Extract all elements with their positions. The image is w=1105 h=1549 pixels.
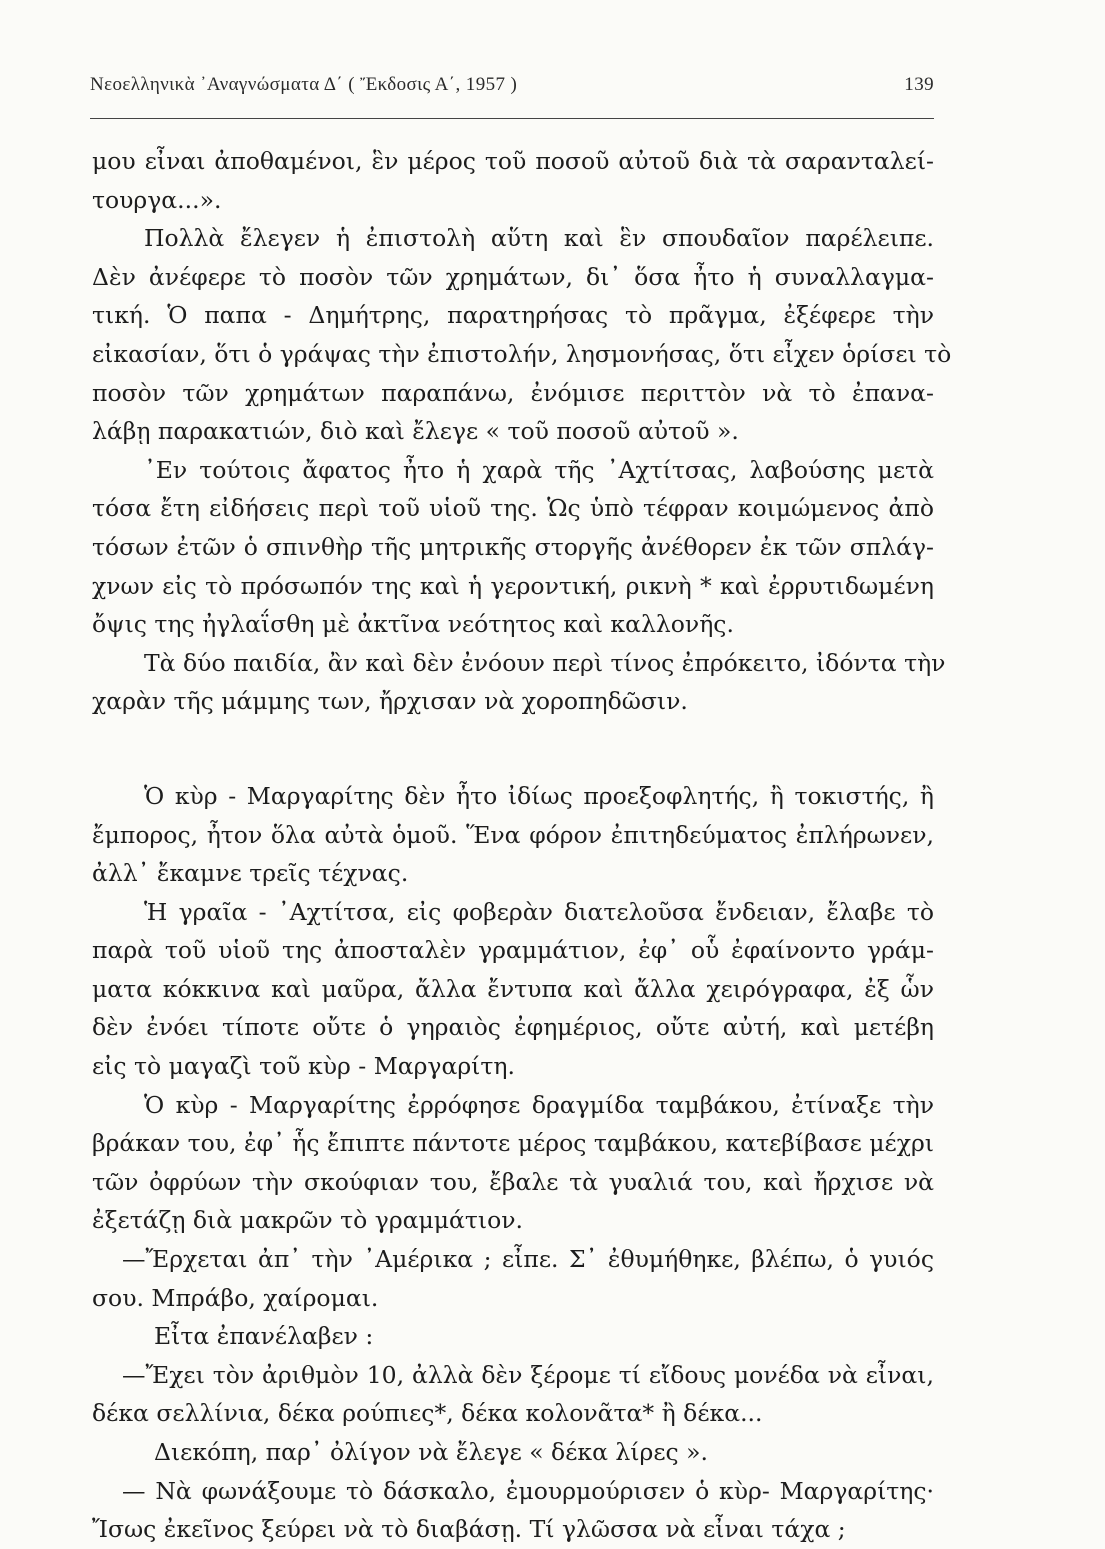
text-line: Πολλὰ ἔλεγεν ἡ ἐπιστολὴ αὕτη καὶ ἓν σπουδαῖον παρέλειπε. — [144, 224, 934, 253]
body-text — [92, 142, 952, 1549]
text-line: τουργα...». — [92, 185, 222, 214]
text-line: Δὲν ἀνέφερε τὸ ποσὸν τῶν χρημάτων, δι᾿ ὅσα ἦτο ἡ συναλλαγμα- — [92, 262, 934, 291]
text-line: ματα κόκκινα καὶ μαῦρα, ἄλλα ἔντυπα καὶ ἄλλα χειρόγραφα, ἐξ ὧν — [92, 974, 934, 1003]
text-line: Ἡ γραῖα - ᾿Αχτίτσα, εἰς φοβερὰν διατελοῦσα ἔνδειαν, ἔλαβε τὸ — [144, 897, 934, 926]
text-line: ᾿Εν τούτοις ἄφατος ἦτο ἡ χαρὰ τῆς ᾿Αχτίτσας, λαβούσης μετὰ — [144, 455, 934, 484]
text-line: σου. Μπράβο, χαίρομαι. — [92, 1283, 379, 1312]
running-head — [90, 74, 934, 96]
text-line: ἔμπορος, ἦτον ὅλα αὐτὰ ὁμοῦ. Ἕνα φόρον ἐπιτηδεύματος ἐπλήρωνεν, — [92, 820, 934, 849]
text-line: — Νὰ φωνάξουμε τὸ δάσκαλο, ἐμουρμούρισεν ὁ κὺρ- Μαργαρίτης· — [122, 1476, 934, 1505]
text-line: χνων εἰς τὸ πρόσωπόν της καὶ ἡ γεροντική, ρικνὴ * καὶ ἐρρυτιδωμένη — [92, 571, 934, 600]
text-line: Ἴσως ἐκεῖνος ξεύρει νὰ τὸ διαβάσῃ. Τί γλῶσσα νὰ εἶναι τάχα ; — [92, 1515, 846, 1544]
text-line: Ὁ κὺρ - Μαργαρίτης δὲν ἦτο ἰδίως προεξοφλητής, ἢ τοκιστής, ἢ — [144, 781, 934, 810]
text-line: ὄψις της ἠγλαΐσθη μὲ ἀκτῖνα νεότητος καὶ καλλονῆς. — [92, 610, 734, 639]
text-line: εἰκασίαν, ὅτι ὁ γράψας τὴν ἐπιστολήν, λησμονήσας, ὅτι εἶχεν ὁρίσει τὸ — [92, 339, 952, 368]
text-line: Ὁ κὺρ - Μαργαρίτης ἐρρόφησε δραγμίδα ταμβάκου, ἐτίναξε τὴν — [144, 1090, 934, 1119]
text-line: χαρὰν τῆς μάμμης των, ἤρχισαν νὰ χοροπηδῶσιν. — [92, 687, 688, 716]
section-break — [92, 721, 934, 777]
page-number: 139 — [904, 74, 934, 95]
text-line: —Ἔχει τὸν ἀριθμὸν 10, ἀλλὰ δὲν ξέρομε τί εἴδους μονέδα νὰ εἶναι, — [122, 1360, 934, 1389]
text-line: —Ἔρχεται ἀπ᾿ τὴν ᾿Αμέρικα ; εἶπε. Σ᾿ ἐθυμήθηκε, βλέπω, ὁ γυιός — [122, 1245, 934, 1274]
text-line: ἐξετάζῃ διὰ μακρῶν τὸ γραμμάτιον. — [92, 1206, 524, 1235]
book-title: Νεοελληνικὰ ᾿Αναγνώσματα Δ΄ ( Ἔκδοσις Α΄, 1957 ) — [90, 74, 518, 95]
text-line: Τὰ δύο παιδία, ἂν καὶ δὲν ἐνόουν περὶ τίνος ἐπρόκειτο, ἰδόντα τὴν — [144, 648, 946, 677]
text-line: βράκαν του, ἐφ᾿ ἧς ἔπιπτε πάντοτε μέρος ταμβάκου, κατεβίβασε μέχρι — [92, 1129, 934, 1158]
text-line: τῶν ὀφρύων τὴν σκούφιαν του, ἔβαλε τὰ γυαλιά του, καὶ ἤρχισε νὰ — [92, 1167, 934, 1196]
text-line: μου εἶναι ἀποθαμένοι, ἓν μέρος τοῦ ποσοῦ αὐτοῦ διὰ τὰ σαρανταλεί- — [92, 147, 934, 175]
text-line: τόσων ἐτῶν ὁ σπινθὴρ τῆς μητρικῆς στοργῆς ἀνέθορεν ἐκ τῶν σπλάγ- — [92, 532, 934, 561]
text-line: εἰς τὸ μαγαζὶ τοῦ κὺρ - Μαργαρίτη. — [92, 1052, 515, 1081]
text-line: τική. Ὁ παπα - Δημήτρης, παρατηρήσας τὸ πρᾶγμα, ἐξέφερε τὴν — [92, 301, 934, 330]
text-line: ἀλλ᾿ ἔκαμνε τρεῖς τέχνας. — [92, 859, 409, 888]
text-line: δέκα σελλίνια, δέκα ρούπιες*, δέκα κολονᾶτα* ἢ δέκα... — [92, 1399, 763, 1428]
text-line: τόσα ἔτη εἰδήσεις περὶ τοῦ υἱοῦ της. Ὡς ὑπὸ τέφραν κοιμώμενος ἀπὸ — [92, 494, 934, 523]
text-line: Εἶτα ἐπανέλαβεν : — [154, 1322, 374, 1351]
header-rule — [90, 118, 934, 119]
text-line: παρὰ τοῦ υἱοῦ της ἀποσταλὲν γραμμάτιον, ἐφ᾿ οὗ ἐφαίνοντο γράμ- — [92, 936, 934, 965]
text-line: δὲν ἐνόει τίποτε οὔτε ὁ γηραιὸς ἐφημέριος, οὔτε αὐτή, καὶ μετέβη — [92, 1013, 934, 1042]
text-line: ποσὸν τῶν χρημάτων παραπάνω, ἐνόμισε περιττὸν νὰ τὸ ἐπανα- — [92, 378, 934, 407]
text-line: λάβῃ παρακατιών, διὸ καὶ ἔλεγε « τοῦ ποσοῦ αὐτοῦ ». — [92, 417, 739, 446]
text-line: Διεκόπη, παρ᾿ ὀλίγον νὰ ἔλεγε « δέκα λίρες ». — [154, 1438, 708, 1466]
